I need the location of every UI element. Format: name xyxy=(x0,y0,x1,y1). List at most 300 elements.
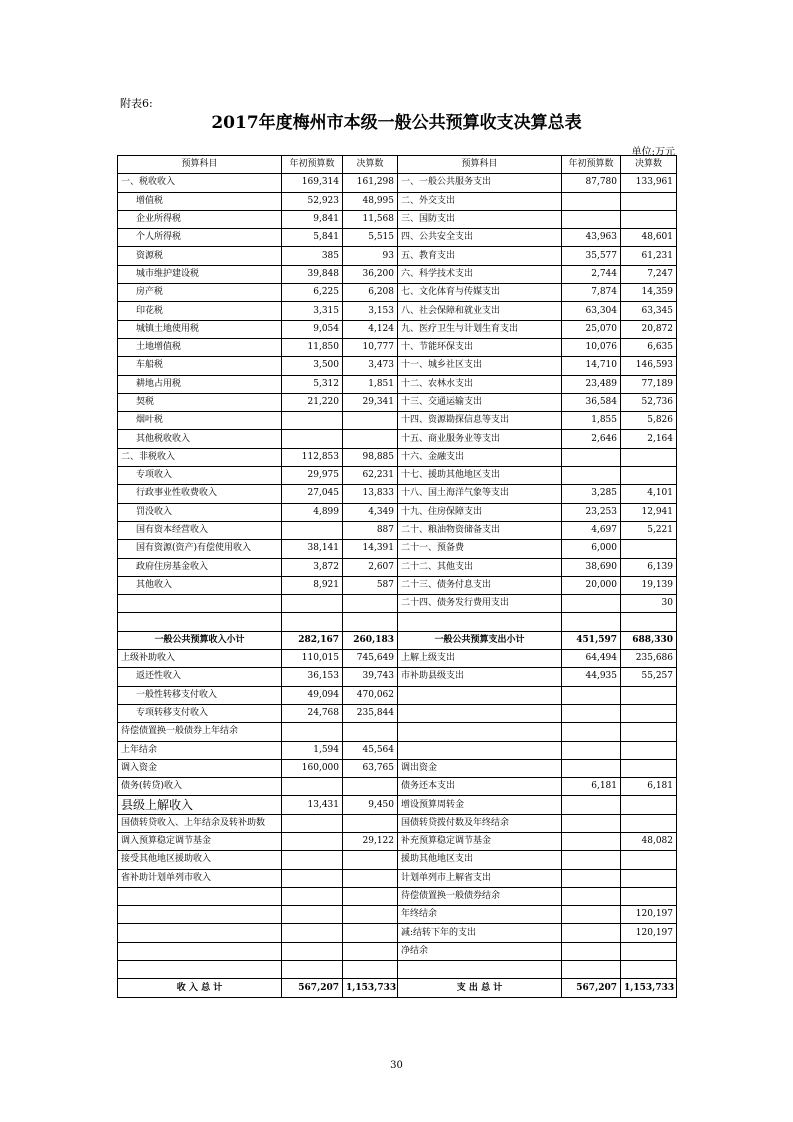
income-subject-cell: 烟叶税 xyxy=(118,412,282,430)
income-final-cell: 39,743 xyxy=(343,668,398,686)
income-subject-cell: 契税 xyxy=(118,393,282,411)
expense-subject-cell: 十七、援助其他地区支出 xyxy=(398,467,562,485)
income-plan-cell xyxy=(282,869,343,887)
expense-plan-cell: 3,285 xyxy=(562,485,621,503)
expense-subject-cell: 七、文化体育与传媒支出 xyxy=(398,284,562,302)
income-final-cell: 4,349 xyxy=(343,503,398,521)
expense-final-cell: 48,601 xyxy=(621,229,677,247)
expense-subject-cell: 待偿债置换一般债券结余 xyxy=(398,887,562,905)
table-row xyxy=(118,284,677,302)
expense-plan-cell: 4,697 xyxy=(562,521,621,539)
table-row xyxy=(118,887,677,905)
table-row xyxy=(118,961,677,979)
expense-final-cell xyxy=(621,796,677,814)
income-plan-cell: 3,500 xyxy=(282,357,343,375)
income-plan-cell: 36,153 xyxy=(282,668,343,686)
income-subject-cell: 债务(转贷)收入 xyxy=(118,778,282,796)
income-plan-cell xyxy=(282,906,343,924)
income-final-cell xyxy=(343,961,398,979)
income-final-cell: 63,765 xyxy=(343,759,398,777)
income-final-cell xyxy=(343,869,398,887)
expense-subject-cell: 一般公共预算支出小计 xyxy=(398,631,562,649)
income-plan-cell: 3,315 xyxy=(282,302,343,320)
income-subject-cell: 国有资源(资产)有偿使用收入 xyxy=(118,540,282,558)
table-row xyxy=(118,302,677,320)
income-plan-cell: 8,921 xyxy=(282,576,343,594)
income-final-cell: 1,153,733 xyxy=(343,979,398,997)
table-row xyxy=(118,759,677,777)
income-plan-cell xyxy=(282,595,343,613)
table-row xyxy=(118,558,677,576)
income-final-cell: 1,851 xyxy=(343,375,398,393)
income-final-cell xyxy=(343,595,398,613)
table-row xyxy=(118,851,677,869)
expense-plan-cell: 44,935 xyxy=(562,668,621,686)
income-plan-cell: 52,923 xyxy=(282,192,343,210)
income-subject-cell: 国有资本经营收入 xyxy=(118,521,282,539)
expense-subject-cell: 补充预算稳定调节基金 xyxy=(398,832,562,850)
expense-plan-cell: 36,584 xyxy=(562,393,621,411)
income-final-cell xyxy=(343,851,398,869)
expense-subject-cell: 二、外交支出 xyxy=(398,192,562,210)
income-plan-cell: 5,841 xyxy=(282,229,343,247)
header-plan-income: 年初预算数 xyxy=(282,156,343,174)
income-plan-cell: 39,848 xyxy=(282,265,343,283)
expense-final-cell xyxy=(621,887,677,905)
expense-subject-cell: 五、教育支出 xyxy=(398,247,562,265)
expense-final-cell xyxy=(621,723,677,741)
income-final-cell: 29,122 xyxy=(343,832,398,850)
expense-plan-cell xyxy=(562,887,621,905)
income-subject-cell: 专项收入 xyxy=(118,467,282,485)
expense-plan-cell: 7,874 xyxy=(562,284,621,302)
table-row xyxy=(118,229,677,247)
expense-final-cell: 6,635 xyxy=(621,338,677,356)
table-row xyxy=(118,942,677,960)
expense-plan-cell xyxy=(562,796,621,814)
expense-subject-cell: 六、科学技术支出 xyxy=(398,265,562,283)
table-row xyxy=(118,631,677,649)
income-plan-cell: 11,850 xyxy=(282,338,343,356)
expense-subject-cell: 上解上级支出 xyxy=(398,650,562,668)
income-plan-cell: 1,594 xyxy=(282,741,343,759)
expense-plan-cell xyxy=(562,448,621,466)
table-header-row xyxy=(118,156,677,174)
document-title: 2017年度梅州市本级一般公共预算收支决算总表 xyxy=(211,113,582,133)
attachment-label: 附表6: xyxy=(120,97,153,110)
income-plan-cell: 385 xyxy=(282,247,343,265)
income-subject-cell: 房产税 xyxy=(118,284,282,302)
income-plan-cell xyxy=(282,723,343,741)
income-plan-cell xyxy=(282,613,343,631)
expense-final-cell xyxy=(621,192,677,210)
income-final-cell: 93 xyxy=(343,247,398,265)
expense-subject-cell: 债务还本支出 xyxy=(398,778,562,796)
income-final-cell: 745,649 xyxy=(343,650,398,668)
expense-subject-cell: 增设预算周转金 xyxy=(398,796,562,814)
income-plan-cell xyxy=(282,832,343,850)
income-plan-cell xyxy=(282,942,343,960)
income-plan-cell: 6,225 xyxy=(282,284,343,302)
income-final-cell xyxy=(343,942,398,960)
expense-subject-cell: 十四、资源勘探信息等支出 xyxy=(398,412,562,430)
expense-final-cell: 235,686 xyxy=(621,650,677,668)
income-subject-cell: 罚没收入 xyxy=(118,503,282,521)
income-subject-cell xyxy=(118,887,282,905)
expense-plan-cell xyxy=(562,613,621,631)
expense-plan-cell: 43,963 xyxy=(562,229,621,247)
table-row xyxy=(118,393,677,411)
income-subject-cell: 企业所得税 xyxy=(118,210,282,228)
table-row xyxy=(118,979,677,997)
table-row xyxy=(118,485,677,503)
income-final-cell xyxy=(343,412,398,430)
expense-final-cell: 133,961 xyxy=(621,174,677,192)
expense-subject-cell xyxy=(398,741,562,759)
table-row xyxy=(118,723,677,741)
income-subject-cell: 城镇土地使用税 xyxy=(118,320,282,338)
expense-subject-cell: 计划单列市上解省支出 xyxy=(398,869,562,887)
income-final-cell: 62,231 xyxy=(343,467,398,485)
income-subject-cell: 其他税收收入 xyxy=(118,430,282,448)
expense-subject-cell: 十三、交通运输支出 xyxy=(398,393,562,411)
income-subject-cell: 城市维护建设税 xyxy=(118,265,282,283)
expense-plan-cell xyxy=(562,869,621,887)
income-plan-cell xyxy=(282,961,343,979)
income-subject-cell: 接受其他地区援助收入 xyxy=(118,851,282,869)
expense-plan-cell: 10,076 xyxy=(562,338,621,356)
expense-final-cell: 20,872 xyxy=(621,320,677,338)
expense-subject-cell xyxy=(398,961,562,979)
expense-final-cell: 6,139 xyxy=(621,558,677,576)
income-subject-cell: 省补助计划单列市收入 xyxy=(118,869,282,887)
income-plan-cell: 29,975 xyxy=(282,467,343,485)
income-final-cell xyxy=(343,723,398,741)
expense-plan-cell: 63,304 xyxy=(562,302,621,320)
table-row xyxy=(118,467,677,485)
income-final-cell: 36,200 xyxy=(343,265,398,283)
expense-subject-cell: 九、医疗卫生与计划生育支出 xyxy=(398,320,562,338)
expense-plan-cell xyxy=(562,192,621,210)
header-subject-income: 预算科目 xyxy=(118,156,282,174)
expense-subject-cell: 一、一般公共服务支出 xyxy=(398,174,562,192)
expense-plan-cell: 23,489 xyxy=(562,375,621,393)
income-subject-cell: 政府住房基金收入 xyxy=(118,558,282,576)
expense-subject-cell: 二十一、预备费 xyxy=(398,540,562,558)
expense-final-cell xyxy=(621,814,677,832)
expense-plan-cell xyxy=(562,595,621,613)
income-final-cell: 260,183 xyxy=(343,631,398,649)
expense-plan-cell: 451,597 xyxy=(562,631,621,649)
income-plan-cell xyxy=(282,887,343,905)
income-subject-cell: 收 入 总 计 xyxy=(118,979,282,997)
income-plan-cell xyxy=(282,778,343,796)
income-subject-cell: 待偿债置换一般债券上年结余 xyxy=(118,723,282,741)
income-final-cell: 14,391 xyxy=(343,540,398,558)
income-plan-cell xyxy=(282,814,343,832)
income-final-cell: 587 xyxy=(343,576,398,594)
expense-plan-cell xyxy=(562,759,621,777)
income-final-cell: 11,568 xyxy=(343,210,398,228)
income-plan-cell: 282,167 xyxy=(282,631,343,649)
income-plan-cell: 38,141 xyxy=(282,540,343,558)
expense-plan-cell xyxy=(562,961,621,979)
expense-final-cell: 77,189 xyxy=(621,375,677,393)
expense-subject-cell: 十五、商业服务业等支出 xyxy=(398,430,562,448)
income-subject-cell xyxy=(118,595,282,613)
income-plan-cell: 9,054 xyxy=(282,320,343,338)
table-body xyxy=(118,174,677,997)
expense-subject-cell: 十、节能环保支出 xyxy=(398,338,562,356)
table-row xyxy=(118,741,677,759)
income-subject-cell: 资源税 xyxy=(118,247,282,265)
expense-final-cell: 6,181 xyxy=(621,778,677,796)
income-subject-cell: 个人所得税 xyxy=(118,229,282,247)
table-row xyxy=(118,832,677,850)
expense-final-cell: 30 xyxy=(621,595,677,613)
income-final-cell: 2,607 xyxy=(343,558,398,576)
table-row xyxy=(118,540,677,558)
income-final-cell: 10,777 xyxy=(343,338,398,356)
expense-plan-cell: 2,744 xyxy=(562,265,621,283)
expense-subject-cell xyxy=(398,704,562,722)
table-row xyxy=(118,814,677,832)
expense-final-cell xyxy=(621,942,677,960)
table-row xyxy=(118,357,677,375)
income-subject-cell: 行政事业性收费收入 xyxy=(118,485,282,503)
income-subject-cell: 一般公共预算收入小计 xyxy=(118,631,282,649)
expense-subject-cell: 调出资金 xyxy=(398,759,562,777)
expense-subject-cell: 二十二、其他支出 xyxy=(398,558,562,576)
expense-final-cell: 120,197 xyxy=(621,906,677,924)
header-final-expense: 决算数 xyxy=(621,156,677,174)
expense-plan-cell: 38,690 xyxy=(562,558,621,576)
table-row xyxy=(118,576,677,594)
expense-final-cell xyxy=(621,686,677,704)
expense-subject-cell xyxy=(398,613,562,631)
income-plan-cell: 9,841 xyxy=(282,210,343,228)
income-final-cell: 3,153 xyxy=(343,302,398,320)
table-row xyxy=(118,521,677,539)
budget-table xyxy=(117,155,677,998)
expense-final-cell: 55,257 xyxy=(621,668,677,686)
income-plan-cell: 4,899 xyxy=(282,503,343,521)
income-final-cell xyxy=(343,778,398,796)
income-subject-cell: 上级补助收入 xyxy=(118,650,282,668)
income-final-cell xyxy=(343,430,398,448)
expense-subject-cell: 十六、金融支出 xyxy=(398,448,562,466)
expense-final-cell: 52,736 xyxy=(621,393,677,411)
table-row xyxy=(118,338,677,356)
expense-subject-cell: 减:结转下年的支出 xyxy=(398,924,562,942)
income-final-cell: 4,124 xyxy=(343,320,398,338)
income-subject-cell: 其他收入 xyxy=(118,576,282,594)
income-plan-cell xyxy=(282,924,343,942)
table-row xyxy=(118,192,677,210)
page-number: 30 xyxy=(390,1060,403,1071)
expense-final-cell: 120,197 xyxy=(621,924,677,942)
expense-plan-cell: 2,646 xyxy=(562,430,621,448)
income-final-cell: 98,885 xyxy=(343,448,398,466)
expense-final-cell: 7,247 xyxy=(621,265,677,283)
table-row xyxy=(118,320,677,338)
income-final-cell xyxy=(343,887,398,905)
expense-plan-cell xyxy=(562,814,621,832)
income-final-cell: 29,341 xyxy=(343,393,398,411)
income-plan-cell: 567,207 xyxy=(282,979,343,997)
income-subject-cell xyxy=(118,906,282,924)
expense-final-cell xyxy=(621,869,677,887)
income-subject-cell: 国债转贷收入、上年结余及转补助数 xyxy=(118,814,282,832)
income-plan-cell: 27,045 xyxy=(282,485,343,503)
expense-plan-cell xyxy=(562,851,621,869)
income-plan-cell xyxy=(282,521,343,539)
expense-final-cell: 4,101 xyxy=(621,485,677,503)
income-plan-cell: 112,853 xyxy=(282,448,343,466)
expense-plan-cell xyxy=(562,942,621,960)
income-plan-cell: 169,314 xyxy=(282,174,343,192)
income-plan-cell: 3,872 xyxy=(282,558,343,576)
income-plan-cell: 13,431 xyxy=(282,796,343,814)
income-subject-cell: 一、税收收入 xyxy=(118,174,282,192)
income-subject-cell xyxy=(118,942,282,960)
expense-plan-cell: 20,000 xyxy=(562,576,621,594)
income-subject-cell xyxy=(118,613,282,631)
expense-final-cell xyxy=(621,704,677,722)
income-final-cell: 45,564 xyxy=(343,741,398,759)
income-final-cell: 6,208 xyxy=(343,284,398,302)
expense-final-cell: 5,826 xyxy=(621,412,677,430)
expense-plan-cell: 64,494 xyxy=(562,650,621,668)
header-final-income: 决算数 xyxy=(343,156,398,174)
expense-final-cell: 2,164 xyxy=(621,430,677,448)
expense-plan-cell: 23,253 xyxy=(562,503,621,521)
expense-final-cell xyxy=(621,961,677,979)
expense-subject-cell xyxy=(398,686,562,704)
income-subject-cell: 调入预算稳定调节基金 xyxy=(118,832,282,850)
expense-final-cell xyxy=(621,741,677,759)
expense-plan-cell xyxy=(562,924,621,942)
expense-subject-cell: 援助其他地区支出 xyxy=(398,851,562,869)
income-subject-cell: 耕地占用税 xyxy=(118,375,282,393)
income-plan-cell xyxy=(282,851,343,869)
income-final-cell: 48,995 xyxy=(343,192,398,210)
header-plan-expense: 年初预算数 xyxy=(562,156,621,174)
income-subject-cell: 车船税 xyxy=(118,357,282,375)
expense-plan-cell xyxy=(562,906,621,924)
expense-plan-cell: 6,181 xyxy=(562,778,621,796)
expense-final-cell xyxy=(621,467,677,485)
income-final-cell xyxy=(343,814,398,832)
header-subject-expense: 预算科目 xyxy=(398,156,562,174)
expense-final-cell: 688,330 xyxy=(621,631,677,649)
expense-final-cell: 61,231 xyxy=(621,247,677,265)
income-subject-cell: 上年结余 xyxy=(118,741,282,759)
expense-plan-cell: 35,577 xyxy=(562,247,621,265)
expense-final-cell: 19,139 xyxy=(621,576,677,594)
expense-plan-cell: 567,207 xyxy=(562,979,621,997)
income-subject-cell: 调入资金 xyxy=(118,759,282,777)
table-row xyxy=(118,869,677,887)
expense-final-cell xyxy=(621,540,677,558)
expense-subject-cell: 二十、粮油物资储备支出 xyxy=(398,521,562,539)
income-final-cell: 161,298 xyxy=(343,174,398,192)
income-final-cell: 13,833 xyxy=(343,485,398,503)
expense-subject-cell: 市补助县级支出 xyxy=(398,668,562,686)
table-row xyxy=(118,503,677,521)
table-row xyxy=(118,375,677,393)
income-plan-cell: 160,000 xyxy=(282,759,343,777)
table-row xyxy=(118,210,677,228)
expense-subject-cell: 年终结余 xyxy=(398,906,562,924)
table-row xyxy=(118,448,677,466)
expense-subject-cell: 支 出 总 计 xyxy=(398,979,562,997)
table-row xyxy=(118,704,677,722)
income-subject-cell: 印花税 xyxy=(118,302,282,320)
expense-subject-cell: 十二、农林水支出 xyxy=(398,375,562,393)
table-row xyxy=(118,174,677,192)
income-final-cell: 235,844 xyxy=(343,704,398,722)
table-row xyxy=(118,430,677,448)
expense-plan-cell xyxy=(562,741,621,759)
expense-plan-cell: 87,780 xyxy=(562,174,621,192)
income-subject-cell: 专项转移支付收入 xyxy=(118,704,282,722)
expense-subject-cell: 十九、住房保障支出 xyxy=(398,503,562,521)
expense-plan-cell: 14,710 xyxy=(562,357,621,375)
expense-final-cell xyxy=(621,759,677,777)
table-row xyxy=(118,650,677,668)
expense-subject-cell: 二十四、债务发行费用支出 xyxy=(398,595,562,613)
income-plan-cell xyxy=(282,430,343,448)
expense-plan-cell: 1,855 xyxy=(562,412,621,430)
income-final-cell: 9,450 xyxy=(343,796,398,814)
expense-subject-cell: 十一、城乡社区支出 xyxy=(398,357,562,375)
income-plan-cell: 49,094 xyxy=(282,686,343,704)
expense-subject-cell: 三、国防支出 xyxy=(398,210,562,228)
expense-final-cell xyxy=(621,210,677,228)
expense-subject-cell: 国债转贷拨付数及年终结余 xyxy=(398,814,562,832)
expense-plan-cell xyxy=(562,686,621,704)
income-subject-cell xyxy=(118,924,282,942)
expense-final-cell xyxy=(621,851,677,869)
expense-plan-cell xyxy=(562,210,621,228)
income-final-cell: 5,515 xyxy=(343,229,398,247)
table-row xyxy=(118,247,677,265)
income-final-cell xyxy=(343,906,398,924)
income-final-cell: 470,062 xyxy=(343,686,398,704)
income-plan-cell xyxy=(282,412,343,430)
table-row xyxy=(118,668,677,686)
expense-subject-cell: 八、社会保障和就业支出 xyxy=(398,302,562,320)
expense-final-cell: 1,153,733 xyxy=(621,979,677,997)
table-row xyxy=(118,906,677,924)
unit-label: 单位:万元 xyxy=(631,147,675,158)
table-row xyxy=(118,595,677,613)
table-row xyxy=(118,778,677,796)
expense-plan-cell xyxy=(562,704,621,722)
income-plan-cell: 21,220 xyxy=(282,393,343,411)
expense-plan-cell: 6,000 xyxy=(562,540,621,558)
income-subject-cell: 一般性转移支付收入 xyxy=(118,686,282,704)
income-final-cell: 887 xyxy=(343,521,398,539)
expense-plan-cell xyxy=(562,467,621,485)
income-subject-cell: 增值税 xyxy=(118,192,282,210)
income-plan-cell: 5,312 xyxy=(282,375,343,393)
expense-plan-cell xyxy=(562,723,621,741)
expense-plan-cell: 25,070 xyxy=(562,320,621,338)
table-row xyxy=(118,613,677,631)
expense-final-cell: 48,082 xyxy=(621,832,677,850)
